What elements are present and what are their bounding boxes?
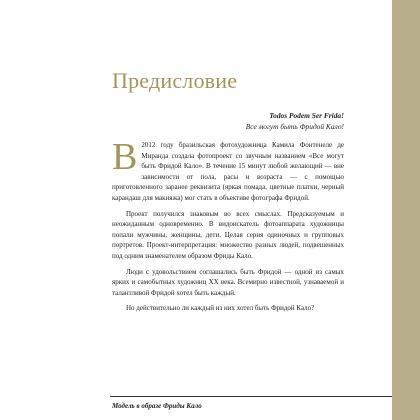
paragraph-1	[112, 136, 344, 204]
paragraph-2: Проект получился знаковым во всех смыслах. Предсказуемым и неожиданным одновременно. В видоискатель фотоаппарата художницы попали мужчины, женщины, дети. Целая серия одиночных и групповых портретов. Проект-интерпретация: множество разных людей, подвешенных под одним знаменателем образом Фриды Кало.	[112, 209, 344, 260]
paragraph-3: Люди с удовольствием соглашались быть Фридой — одной из самых ярких и самобытных художниц XX века. Всемирно известной, узнаваемой и талантливой Фридой хотел быть каждый.	[112, 267, 344, 297]
epigraph-line-1: Todos Podem Ser Frida!	[269, 111, 344, 120]
epigraph	[246, 110, 344, 132]
page-title: Предисловие	[112, 68, 238, 93]
body-text	[112, 136, 344, 319]
running-footer: Модель в образе Фриды Кало	[112, 402, 202, 410]
epigraph-line-2: Все могут быть Фридой Кало!	[245, 122, 344, 131]
paragraph-4: Но действительно ли каждый из них хотел быть Фридой Кало?	[126, 304, 315, 313]
footer-divider	[110, 396, 392, 397]
drop-cap: В	[112, 136, 138, 178]
color-band	[392, 0, 420, 420]
paragraph-1-text: 2012 году бразильская фотохудожница Камила Фонтенеле де Миранда создала фотопроект со звучным названием «Все могут быть Фридой Кало». В течение 15 минут любой желающий — вне зависимости от пола, расы и возраста — с помощью приготовленного заранее реквизита (яркая помада, цветные платки, черный карандаш для макияжа) мог стать в объективе фотографа Фридой.	[112, 141, 344, 202]
